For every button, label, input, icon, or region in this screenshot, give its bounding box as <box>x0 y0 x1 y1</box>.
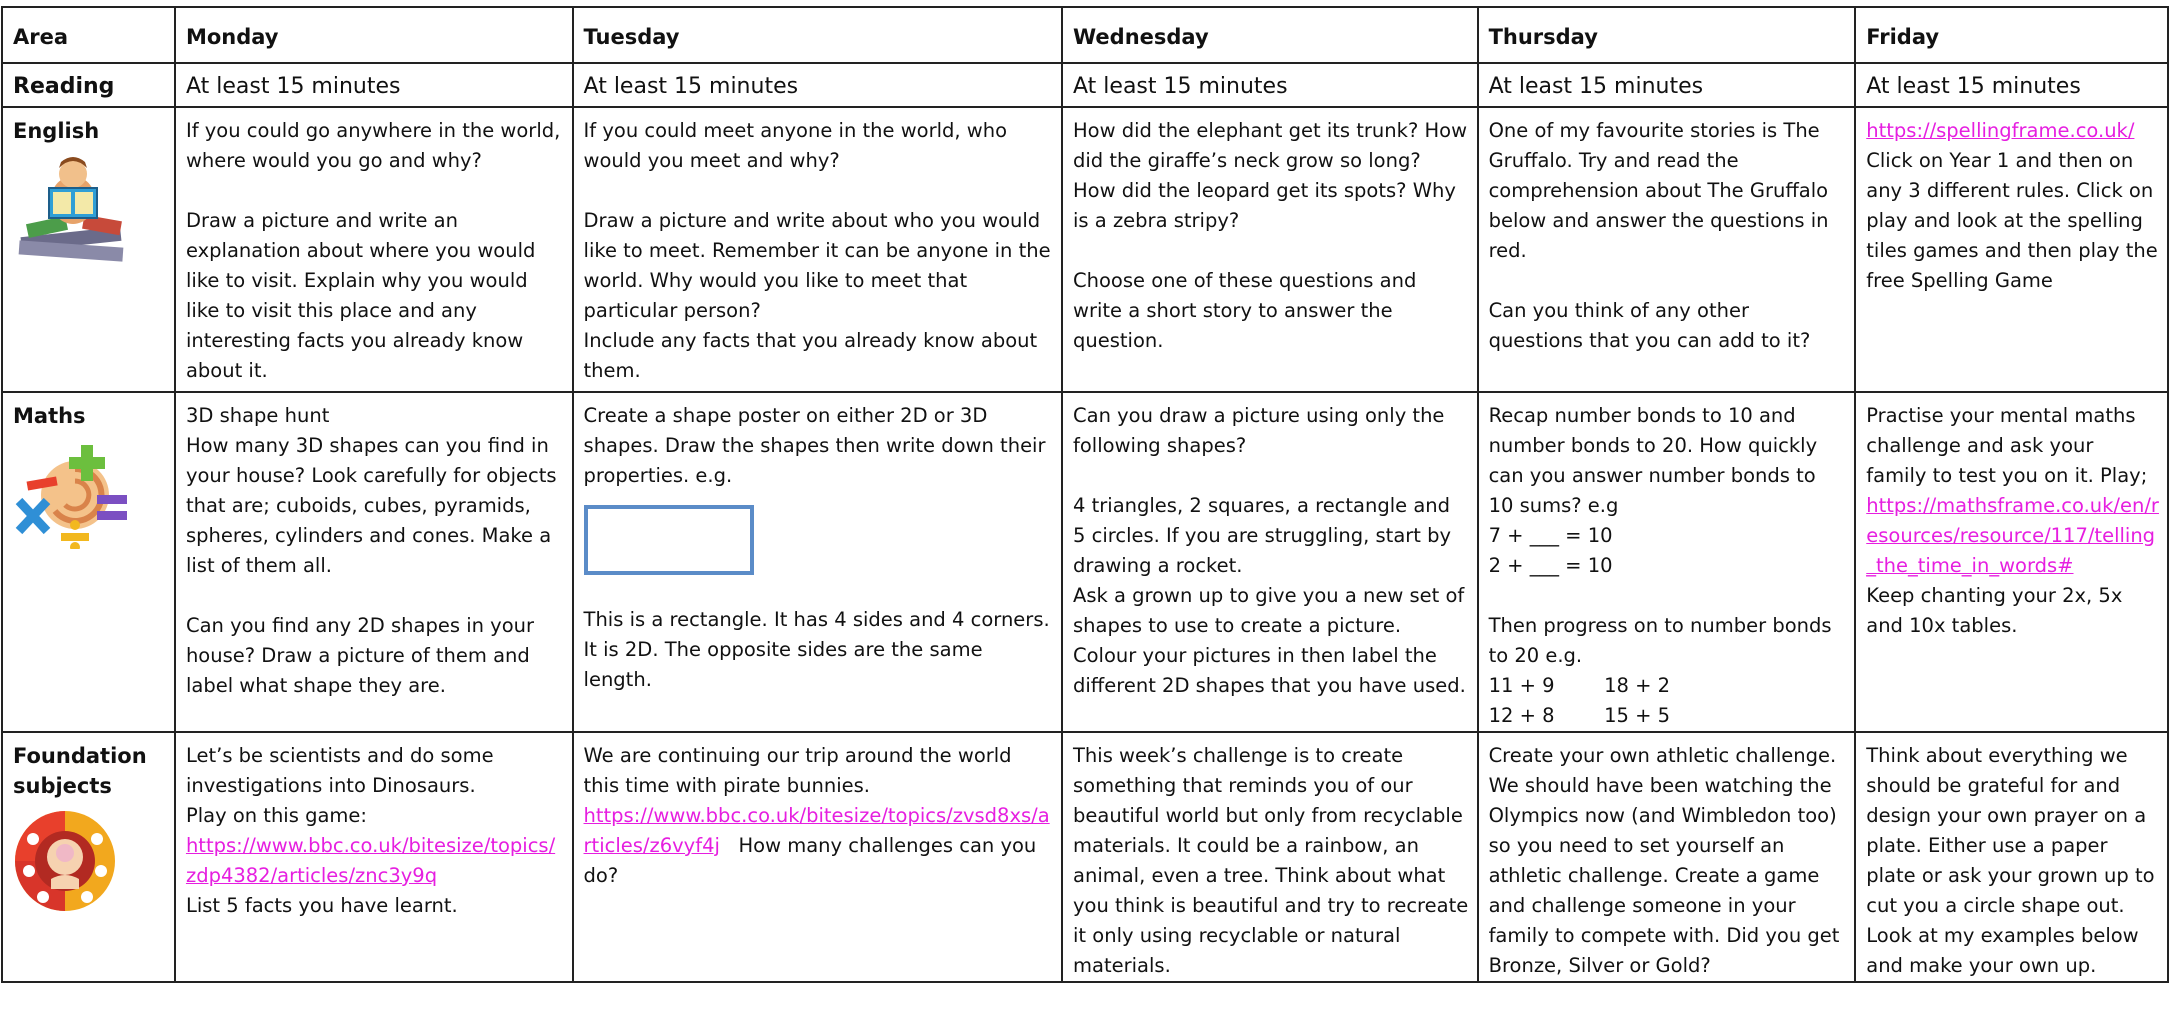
weekly-timetable <box>1 6 2169 983</box>
rectangle-example-shape <box>584 505 754 575</box>
header-friday: Friday <box>1855 7 2168 63</box>
english-monday: If you could go anywhere in the world, where would you go and why? Draw a picture and write an explanation about where you would like to visit. Explain why you would like to visit this place and any interesting facts you already know about it. <box>175 107 573 392</box>
bitesize-dinosaurs-link[interactable]: https://www.bbc.co.uk/bitesize/topics/zdp4382/articles/znc3y9q <box>185 834 556 887</box>
header-monday: Monday <box>175 7 573 63</box>
bitesize-pirate-bunnies-link[interactable]: https://www.bbc.co.uk/bitesize/topics/zvsd8xs/articles/z6vyf4j <box>583 804 1050 857</box>
maths-symbols-icon <box>13 439 166 557</box>
head-with-subject-wheel-icon <box>13 809 166 921</box>
foundation-tuesday: We are continuing our trip around the world this time with pirate bunnies. https://www.bbc.co.uk/bitesize/topics/zvsd8xs/articles/z6vyf4j How many challenges can you do? <box>573 732 1062 982</box>
english-area-cell <box>2 107 175 392</box>
foundation-wednesday: This week’s challenge is to create something that reminds you of our beautiful world but only from recyclable materials. It could be a rainbow, an animal, even a tree. Think about what you think is beautiful and try to recreate it only using recyclable or natural materials. <box>1062 732 1478 982</box>
mathsframe-link[interactable]: https://mathsframe.co.uk/en/resources/resource/117/telling_the_time_in_words# <box>1866 494 2159 577</box>
maths-tuesday: Create a shape poster on either 2D or 3D shapes. Draw the shapes then write down their properties. e.g. This is a rectangle. It has 4 sides and 4 corners. It is 2D. The opposite sides are the same length. <box>573 392 1062 732</box>
english-row <box>2 107 2168 392</box>
foundation-thursday: Create your own athletic challenge. We should have been watching the Olympics now (and Wimbledon too) so you need to set yourself an athletic challenge. Create a game and challenge someone in your family to compete with. Did you get Bronze, Silver or Gold? <box>1478 732 1856 982</box>
english-label: English <box>13 119 100 143</box>
english-thursday: One of my favourite stories is The Gruffalo. Try and read the comprehension about The Gruffalo below and answer the questions in red. Can you think of any other questions that you can add to it? <box>1478 107 1856 392</box>
reading-tuesday: At least 15 minutes <box>573 63 1062 107</box>
foundation-area-cell <box>2 732 175 982</box>
maths-label: Maths <box>13 404 86 428</box>
maths-row <box>2 392 2168 732</box>
foundation-row <box>2 732 2168 982</box>
header-thursday: Thursday <box>1478 7 1856 63</box>
english-tuesday: If you could meet anyone in the world, who would you meet and why? Draw a picture and write about who you would like to meet. Remember it can be anyone in the world. Why would you like to meet that particular person? Include any facts that you already know about them. <box>573 107 1062 392</box>
header-tuesday: Tuesday <box>573 7 1062 63</box>
reading-monday: At least 15 minutes <box>175 63 573 107</box>
header-area: Area <box>2 7 175 63</box>
foundation-label: Foundation subjects <box>13 744 147 798</box>
header-row <box>2 7 2168 63</box>
maths-area-cell <box>2 392 175 732</box>
reading-row <box>2 63 2168 107</box>
spellingframe-link[interactable]: https://spellingframe.co.uk/ <box>1866 119 2135 142</box>
reading-wednesday: At least 15 minutes <box>1062 63 1478 107</box>
child-reading-books-icon <box>13 154 166 277</box>
maths-friday: Practise your mental maths challenge and ask your family to test you on it. Play; https://mathsframe.co.uk/en/resources/resource/117/telling_the_time_in_words# Keep chanting your 2x, 5x and 10x tables. <box>1855 392 2168 732</box>
english-wednesday: How did the elephant get its trunk? How did the giraffe’s neck grow so long? How did the leopard get its spots? Why is a zebra stripy? Choose one of these questions and write a short story to answer the question. <box>1062 107 1478 392</box>
maths-thursday: Recap number bonds to 10 and number bonds to 20. How quickly can you answer number bonds to 10 sums? e.g 7 + ___ = 10 2 + ___ = 10 Then progress on to number bonds to 20 e.g. 11 + 9 18 + 2 12 + 8 15 + 5 <box>1478 392 1856 732</box>
reading-label: Reading <box>2 63 175 107</box>
foundation-monday: Let’s be scientists and do some investigations into Dinosaurs. Play on this game: https://www.bbc.co.uk/bitesize/topics/zdp4382/articles/znc3y9q List 5 facts you have learnt. <box>175 732 573 982</box>
reading-thursday: At least 15 minutes <box>1478 63 1856 107</box>
english-friday: https://spellingframe.co.uk/ Click on Year 1 and then on any 3 different rules. Click on play and look at the spelling tiles games and then play the free Spelling Game <box>1855 107 2168 392</box>
maths-monday: 3D shape hunt How many 3D shapes can you find in your house? Look carefully for objects that are; cuboids, cubes, pyramids, spheres, cylinders and cones. Make a list of them all. Can you find any 2D shapes in your house? Draw a picture of them and label what shape they are. <box>175 392 573 732</box>
foundation-friday: Think about everything we should be grateful for and design your own prayer on a plate. Either use a paper plate or ask your grown up to cut you a circle shape out. Look at my examples below and make your own up. <box>1855 732 2168 982</box>
maths-wednesday: Can you draw a picture using only the following shapes? 4 triangles, 2 squares, a rectangle and 5 circles. If you are struggling, start by drawing a rocket. Ask a grown up to give you a new set of shapes to use to create a picture. Colour your pictures in then label the different 2D shapes that you have used. <box>1062 392 1478 732</box>
header-wednesday: Wednesday <box>1062 7 1478 63</box>
reading-friday: At least 15 minutes <box>1855 63 2168 107</box>
